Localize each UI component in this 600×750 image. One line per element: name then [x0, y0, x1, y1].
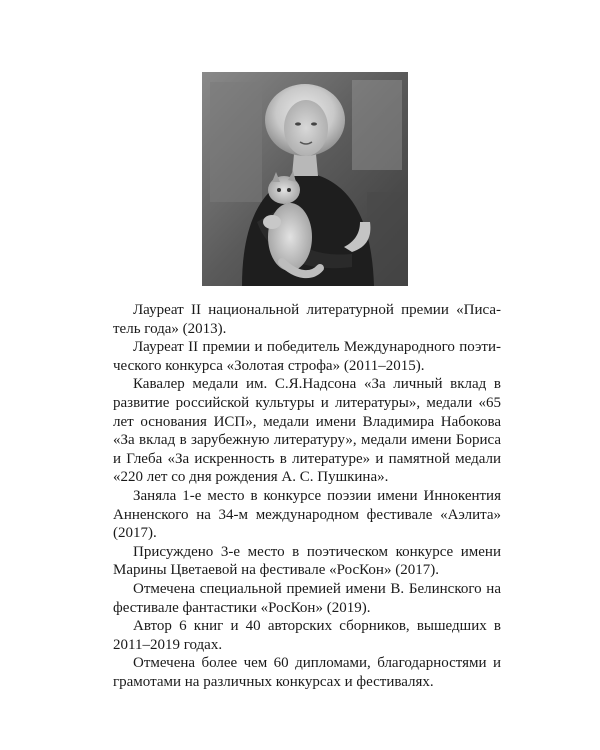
award-paragraph-3: Кавалер медали им. С.Я.Надсона «За личный вклад в развитие российской культуры и литературы», медали «65 лет основания ИСП», медали имени Владимира Набокова «За вклад в зарубежную литературу», медали имени Бориса и Глеба «За искренность в литературе» и памятной медали «220 лет со дня рождения А. С. Пушкина». — [113, 376, 501, 486]
biography-text — [113, 301, 501, 691]
portrait-image — [202, 72, 408, 286]
award-paragraph-6: Отмечена специальной премией имени В. Белинского на фестивале фантастики «РосКон» (2019). — [113, 580, 501, 616]
award-paragraph-2: Лауреат II премии и победитель Международного поэтического конкурса «Золотая строфа» (2011–2015). — [113, 339, 501, 374]
award-paragraph-4: Заняла 1-е место в конкурсе поэзии имени Иннокентия Анненского на 34-м международном фестивале «Аэлита» (2017). — [113, 487, 501, 542]
award-paragraph-7: Автор 6 книг и 40 авторских сборников, вышедших в 2011–2019 годах. — [113, 618, 501, 653]
award-paragraph-1: Лауреат II национальной литературной премии «Писатель года» (2013). — [113, 302, 501, 337]
author-photo — [202, 72, 408, 286]
award-paragraph-8: Отмечена более чем 60 дипломами, благодарностями и грамотами на различных конкурсах и фестивалях. — [113, 655, 501, 690]
award-paragraph-5: Присуждено 3-е место в поэтическом конкурсе имени Марины Цветаевой на фестивале «РосКон» (2017). — [113, 543, 501, 579]
